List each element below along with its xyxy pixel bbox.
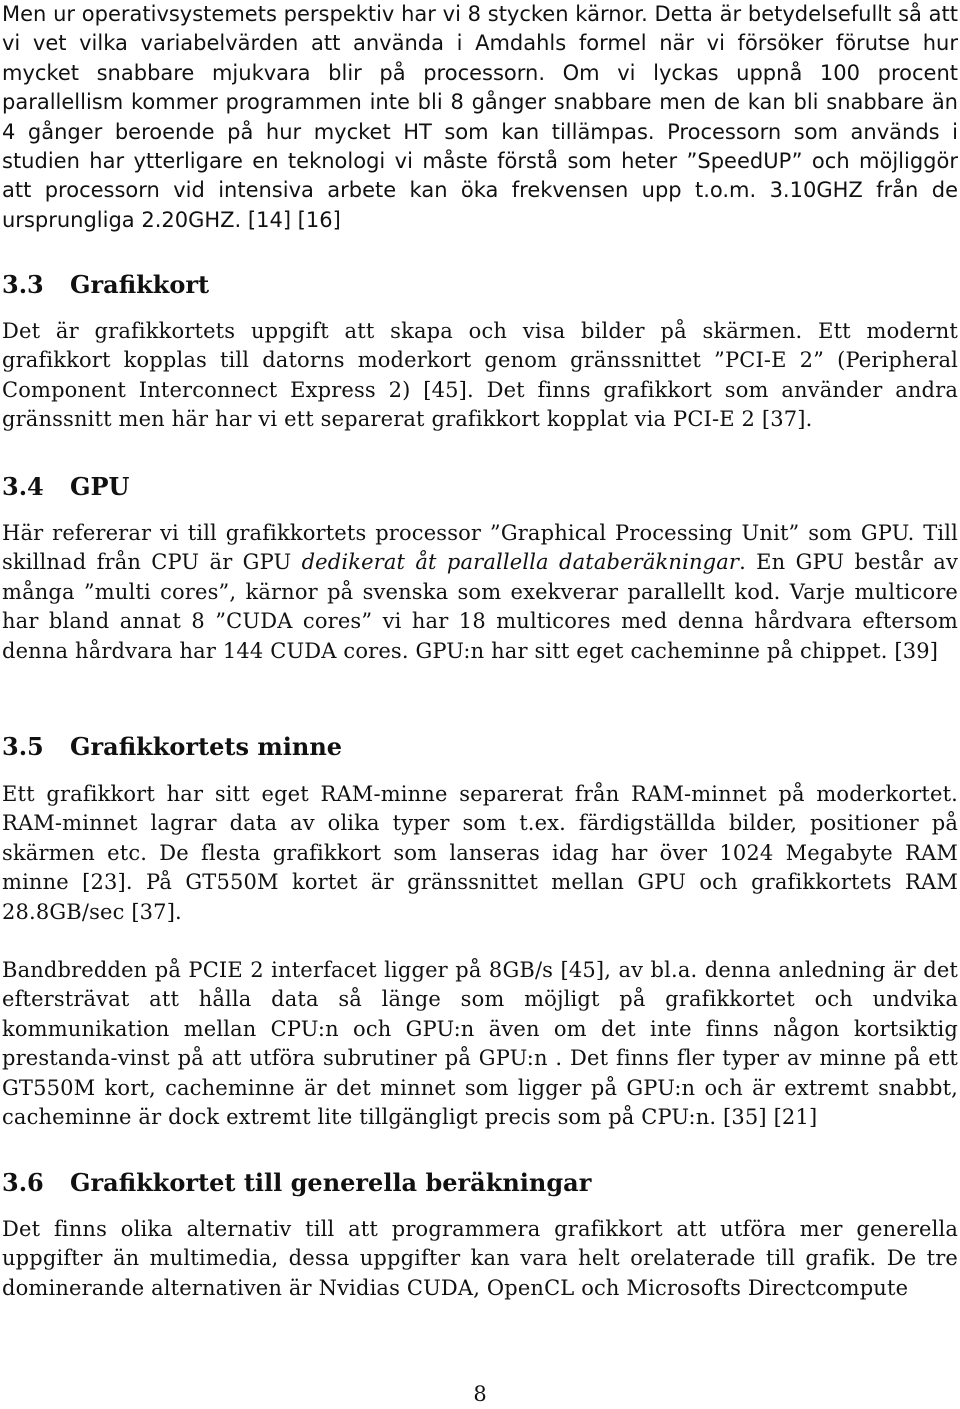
emphasized-text: dedikerat åt parallella databeräkningar (301, 550, 740, 575)
paragraph-text: . En GPU består av många ”multi cores”, kärnor på svenska som exekverar parallellt kod. Varje multicore har bland annat 8 ”CUDA cores” vi har 18 multicores med denna hårdvara eftersom denna hårdvara har 144 CUDA cores. GPU:n har sitt eget cacheminne på chippet. [39] (2, 550, 958, 663)
paragraph (2, 519, 958, 666)
section-title: Grafikkortets minne (70, 732, 343, 761)
section-heading-3-4 (2, 472, 129, 502)
paragraph: Det är grafikkortets uppgift att skapa och visa bilder på skärmen. Ett modernt grafikkort kopplas till datorns moderkort genom gränssnittet ”PCI-E 2” (Peripheral Component Interconnect Express 2) [45]. Det finns grafikkort som använder andra gränssnitt men här har vi ett separerat grafikkort kopplat via PCI-E 2 [37]. (2, 319, 958, 432)
section-3-4-body (2, 519, 958, 666)
section-number: 3.4 (2, 472, 44, 501)
section-3-5-body (2, 780, 958, 1132)
paragraph: Det finns olika alternativ till att programmera grafikkort att utföra mer generella uppgifter än multimedia, dessa uppgifter kan vara helt orelaterade till grafik. De tre dominerande alternativen är Nvidias CUDA, OpenCL och Microsofts Directcompute (2, 1217, 958, 1300)
section-3-3-body (2, 317, 958, 435)
paragraph: Bandbredden på PCIE 2 interfacet ligger på 8GB/s [45], av bl.a. denna anledning är det eftersträvat att hålla data så länge som möjligt på grafikkortet och undvika kommunikation mellan CPU:n och GPU:n även om det inte finns någon kortsiktig prestanda-vinst på att utföra subrutiner på GPU:n . Det finns fler typer av minne på ett GT550M kort, cacheminne är det minnet som ligger på GPU:n och är extremt snabbt, cacheminne är dock extremt lite tillgängligt precis som på CPU:n. [35] [21] (2, 958, 958, 1130)
page-number: 8 (473, 1382, 487, 1406)
paragraph: Ett grafikkort har sitt eget RAM-minne separerat från RAM-minnet på moderkortet. RAM-minnet lagrar data av olika typer som t.ex. färdigställda bilder, positioner på skärmen etc. De flesta grafikkort som lanseras idag har över 1024 Megabyte RAM minne [23]. På GT550M kortet är gränssnittet mellan GPU och grafikkortets RAM 28.8GB/sec [37]. (2, 782, 958, 924)
section-heading-3-3 (2, 270, 209, 300)
section-number: 3.3 (2, 270, 44, 299)
section-3-6-body (2, 1215, 958, 1303)
section-heading-3-5 (2, 732, 342, 762)
intro-paragraph: Men ur operativsystemets perspektiv har vi 8 stycken kärnor. Detta är betydelsefullt så att vi vet vilka variabelvärden att använda i Amdahls formel när vi försöker förutse hur mycket snabbare mjukvara blir på processorn. Om vi lyckas uppnå 100 procent parallellism kommer programmen inte bli 8 gånger snabbare men de kan bli snabbare än 4 gånger beroende på hur mycket HT som kan tillämpas. Processorn som används i studien har ytterligare en teknologi vi måste förstå som heter ”SpeedUP” och möjliggör att processorn vid intensiva arbete kan öka frekvensen upp t.o.m. 3.10GHZ från de ursprungliga 2.20GHZ. [14] [16] (2, 2, 958, 232)
section-number: 3.5 (2, 732, 44, 761)
section-number: 3.6 (2, 1168, 44, 1197)
section-title: Grafikkort (70, 270, 210, 299)
section-title: GPU (70, 472, 130, 501)
paragraph-text: Här refererar vi till grafikkortets processor ”Graphical Processing Unit” som GPU. Till skillnad från CPU är GPU (2, 521, 958, 575)
section-heading-3-6 (2, 1168, 591, 1198)
section-title: Grafikkortet till generella beräkningar (70, 1168, 592, 1197)
